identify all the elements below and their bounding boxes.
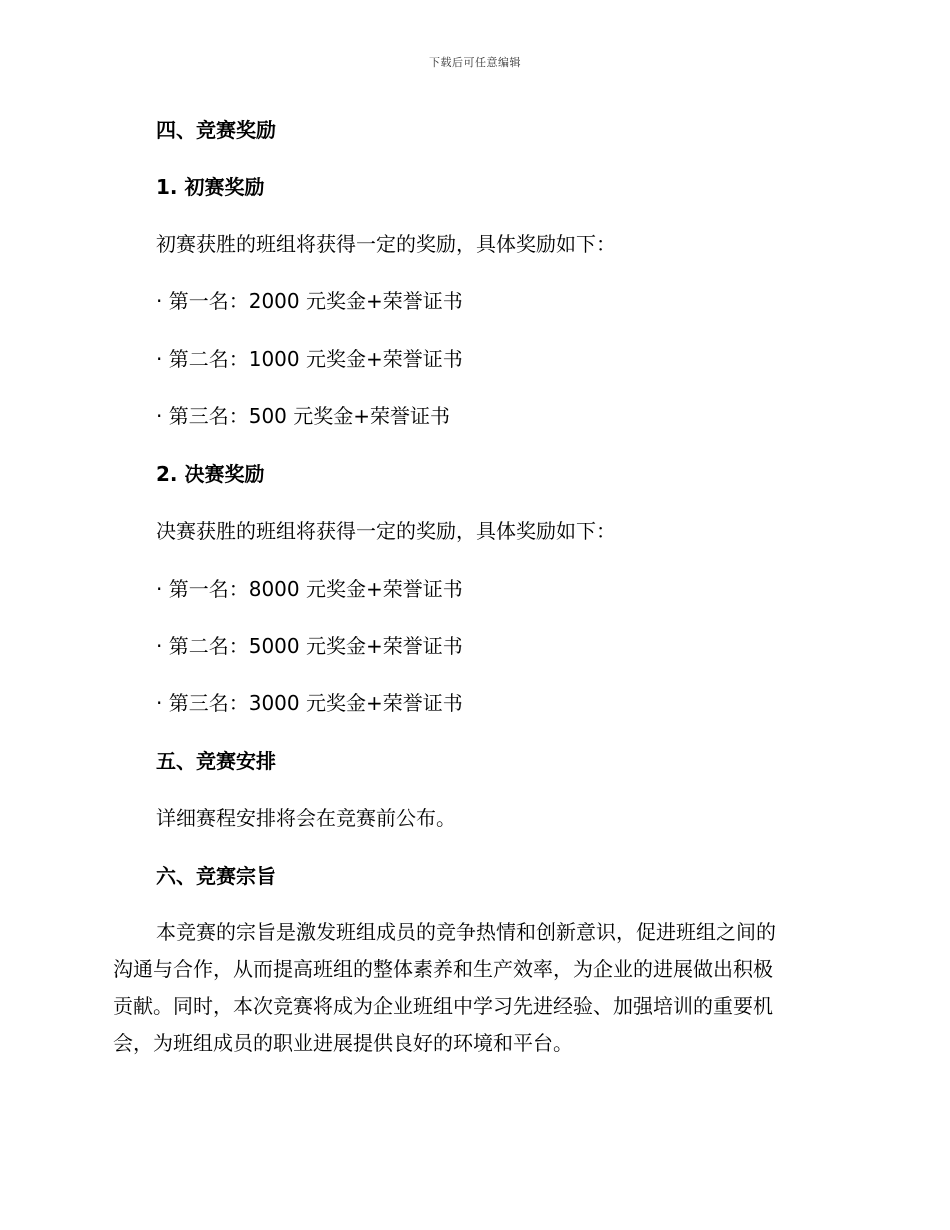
prelim-reward-first: · 第一名：2000 元奖金+荣誉证书 (156, 289, 463, 313)
section-six-paragraph (113, 917, 833, 1058)
page-header: 下载后可任意编辑 (429, 56, 521, 69)
prelim-reward-third: · 第三名：500 元奖金+荣誉证书 (156, 404, 451, 428)
section-four-title: 四、竞赛奖励 (156, 118, 276, 142)
final-reward-second: · 第二名：5000 元奖金+荣誉证书 (156, 634, 463, 658)
final-reward-first: · 第一名：8000 元奖金+荣誉证书 (156, 577, 463, 601)
paragraph-line: 贡献。同时，本次竞赛将成为企业班组中学习先进经验、加强培训的重要机 (113, 994, 773, 1018)
final-reward-third: · 第三名：3000 元奖金+荣誉证书 (156, 691, 463, 715)
section-five-text: 详细赛程安排将会在竞赛前公布。 (156, 806, 456, 830)
section-five-title: 五、竞赛安排 (156, 749, 276, 773)
paragraph-line: 沟通与合作，从而提高班组的整体素养和生产效率，为企业的进展做出积极 (113, 957, 773, 981)
final-reward-title: 2. 决赛奖励 (156, 462, 265, 486)
section-six-title: 六、竞赛宗旨 (156, 864, 276, 888)
final-reward-intro: 决赛获胜的班组将获得一定的奖励，具体奖励如下： (156, 519, 616, 543)
paragraph-line: 会，为班组成员的职业进展提供良好的环境和平台。 (113, 1031, 573, 1055)
paragraph-line: 本竞赛的宗旨是激发班组成员的竞争热情和创新意识，促进班组之间的 (156, 920, 776, 944)
prelim-reward-second: · 第二名：1000 元奖金+荣誉证书 (156, 347, 463, 371)
prelim-reward-title: 1. 初赛奖励 (156, 175, 265, 199)
prelim-reward-intro: 初赛获胜的班组将获得一定的奖励，具体奖励如下： (156, 232, 616, 256)
